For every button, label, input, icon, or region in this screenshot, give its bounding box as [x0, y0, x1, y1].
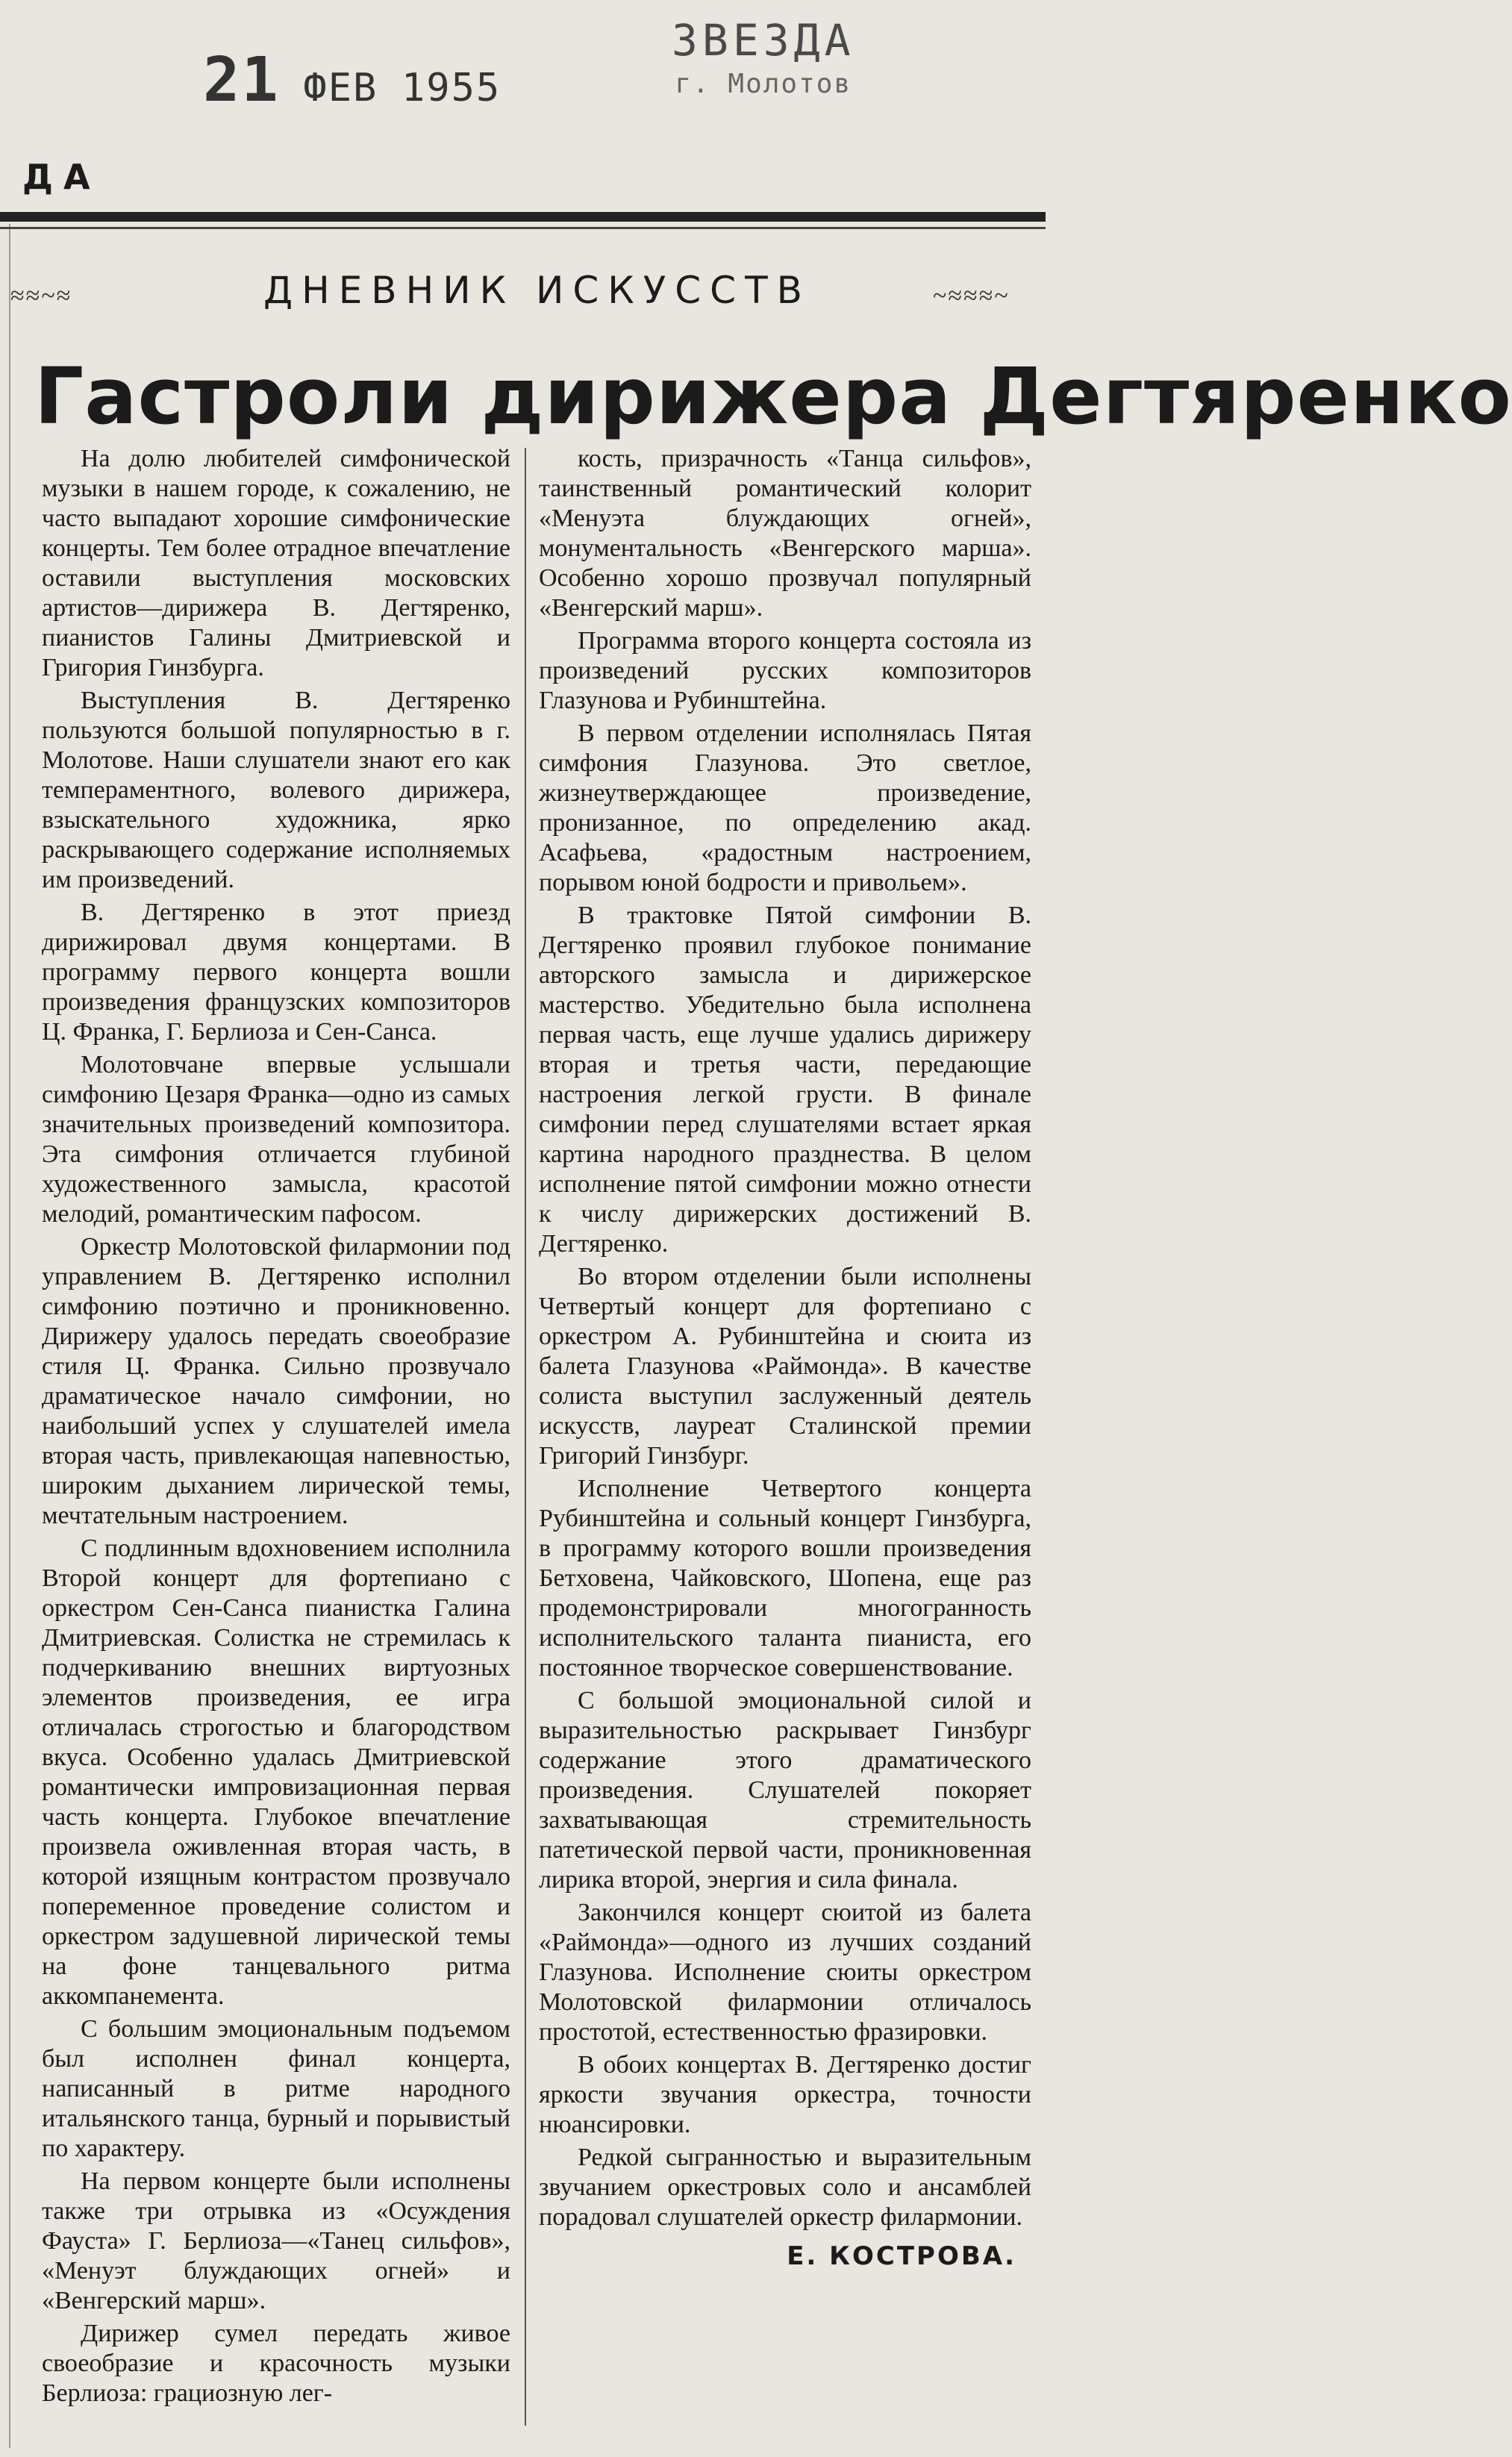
article-paragraph: Закончился концерт сюитой из балета «Раймонда»—одного из лучших созданий Глазунова. Исполнение сюиты оркестром Молотовской филармонии отличалось простотой, естественностью фразировки.	[539, 1899, 1031, 2046]
article-column-2	[539, 444, 1031, 2271]
article-headline: Гастроли дирижера Дегтяренко	[34, 351, 1512, 442]
masthead-rule	[0, 212, 1046, 222]
article-paragraph: С большим эмоциональным подъемом был исполнен финал концерта, написанный в ритме народного итальянского танца, бурный и порывистый по характеру.	[42, 2015, 510, 2162]
article-paragraph: В трактовке Пятой симфонии В. Дегтяренко проявил глубокое понимание авторского замысла и дирижерское мастерство. Убедительно была исполнена первая часть, еще лучше удались дирижеру вторая и третья части, передающие настроения легкой грусти. В финале симфонии перед слушателями встает яркая картина народного празднества. В целом исполнение пятой симфонии можно отнести к числу дирижерских достижений В. Дегтяренко.	[539, 902, 1031, 1258]
masthead-fragment: ДА	[22, 157, 101, 197]
article-column-1	[42, 444, 510, 2411]
article-paragraph: Дирижер сумел передать живое своеобразие и красочность музыки Берлиоза: грациозную лег-	[42, 2320, 510, 2407]
article-paragraph: С подлинным вдохновением исполнила Второй концерт для фортепиано с оркестром Сен-Санса пианистка Галина Дмитриевская. Солистка не стремилась к подчеркиванию внешних виртуозных элементов произведения, ее игра отличалась строгостью и благородством вкуса. Особенно удалась Дмитриевской романтически импровизационная первая часть концерта. Глубокое впечатление произвела оживленная вторая часть, в которой изящным контрастом прозвучало попеременное проведение солистом и оркестром задушевной лирической темы на фоне танцевального ритма аккомпанемента.	[42, 1535, 510, 2010]
masthead-rule-thin	[0, 227, 1046, 229]
article-paragraph: кость, призрачность «Танца сильфов», таинственный романтический колорит «Менуэта блуждающих огней», монументальность «Венгерского марша». Особенно хорошо прозвучал популярный «Венгерский марш».	[539, 445, 1031, 622]
newspaper-name: ЗВЕЗДА	[672, 15, 855, 66]
article-paragraph: На первом концерте были исполнены также три отрывка из «Осуждения Фауста» Г. Берлиоза—«Танец сильфов», «Менуэт блуждающих огней» и «Венгерский марш».	[42, 2167, 510, 2314]
article-paragraph: Исполнение Четвертого концерта Рубинштейна и сольный концерт Гинзбурга, в программу которого вошли произведения Бетховена, Чайковского, Шопена, еще раз продемонстрировали многогранность исполнительского таланта пианиста, его постоянное творческое совершенствование.	[539, 1475, 1031, 1682]
stamp-month: ФЕВ	[303, 66, 378, 110]
article-paragraph: В обоих концертах В. Дегтяренко достиг яркости звучания оркестра, точности нюансировки.	[539, 2051, 1031, 2138]
page-edge	[9, 224, 10, 2448]
article-paragraph: В первом отделении исполнялась Пятая симфония Глазунова. Это светлое, жизнеутверждающее произведение, пронизанное, по определению акад. Асафьева, «радостным настроением, порывом юной бодрости и привольем».	[539, 719, 1031, 896]
article-paragraph: В. Дегтяренко в этот приезд дирижировал двумя концертами. В программу первого концерта вошли произведения французских композиторов Ц. Франка, Г. Берлиоза и Сен-Санса.	[42, 899, 510, 1046]
date-stamp	[203, 45, 501, 116]
rubric-title: ДНЕВНИК ИСКУССТВ	[263, 269, 811, 312]
column-divider	[525, 448, 526, 2426]
ornament-left: ≈≈~≈	[10, 282, 72, 310]
article-paragraph: Программа второго концерта состояла из произведений русских композиторов Глазунова и Рубинштейна.	[539, 627, 1031, 714]
article-paragraph: Оркестр Молотовской филармонии под управлением В. Дегтяренко исполнил симфонию поэтично и проникновенно. Дирижеру удалось передать своеобразие стиля Ц. Франка. Сильно прозвучало драматическое начало симфонии, но наибольший успех у слушателей имела вторая часть, привлекающая напевностью, широким дыханием лирической темы, мечтательным настроением.	[42, 1233, 510, 1529]
article-paragraph: Выступления В. Дегтяренко пользуются большой популярностью в г. Молотове. Наши слушатели знают его как темпераментного, волевого дирижера, взыскательного художника, ярко раскрывающего содержание исполняемых им произведений.	[42, 687, 510, 893]
article-paragraph: Молотовчане впервые услышали симфонию Цезаря Франка—одно из самых значительных произведений композитора. Эта симфония отличается глубиной художественного замысла, красотой мелодий, романтическим пафосом.	[42, 1051, 510, 1228]
article-paragraph: На долю любителей симфонической музыки в нашем городе, к сожалению, не часто выпадают хорошие симфонические концерты. Тем более отрадное впечатление оставили выступления московских артистов—дирижера В. Дегтяренко, пианистов Галины Дмитриевской и Григория Гинзбурга.	[42, 445, 510, 681]
stamp-day: 21	[203, 45, 280, 116]
ornament-right: ~≈≈≈~	[933, 282, 1010, 310]
author-signature: Е. КОСТРОВА.	[787, 2241, 1016, 2271]
article-paragraph: С большой эмоциональной силой и выразительностью раскрывает Гинзбург содержание этого драматического произведения. Слушателей покоряет захватывающая стремительность патетической первой части, проникновенная лирика второй, энергия и сила финала.	[539, 1687, 1031, 1894]
stamp-year: 1955	[401, 66, 502, 110]
newspaper-city: г. Молотов	[675, 69, 852, 99]
article-paragraph: Редкой сыгранностью и выразительным звучанием оркестровых соло и ансамблей порадовал слушателей оркестр филармонии.	[539, 2144, 1031, 2231]
newspaper-stamp	[672, 15, 855, 99]
article-paragraph: Во втором отделении были исполнены Четвертый концерт для фортепиано с оркестром А. Рубинштейна и сюита из балета Глазунова «Раймонда». В качестве солиста выступил заслуженный деятель искусств, лауреат Сталинской премии Григорий Гинзбург.	[539, 1263, 1031, 1470]
